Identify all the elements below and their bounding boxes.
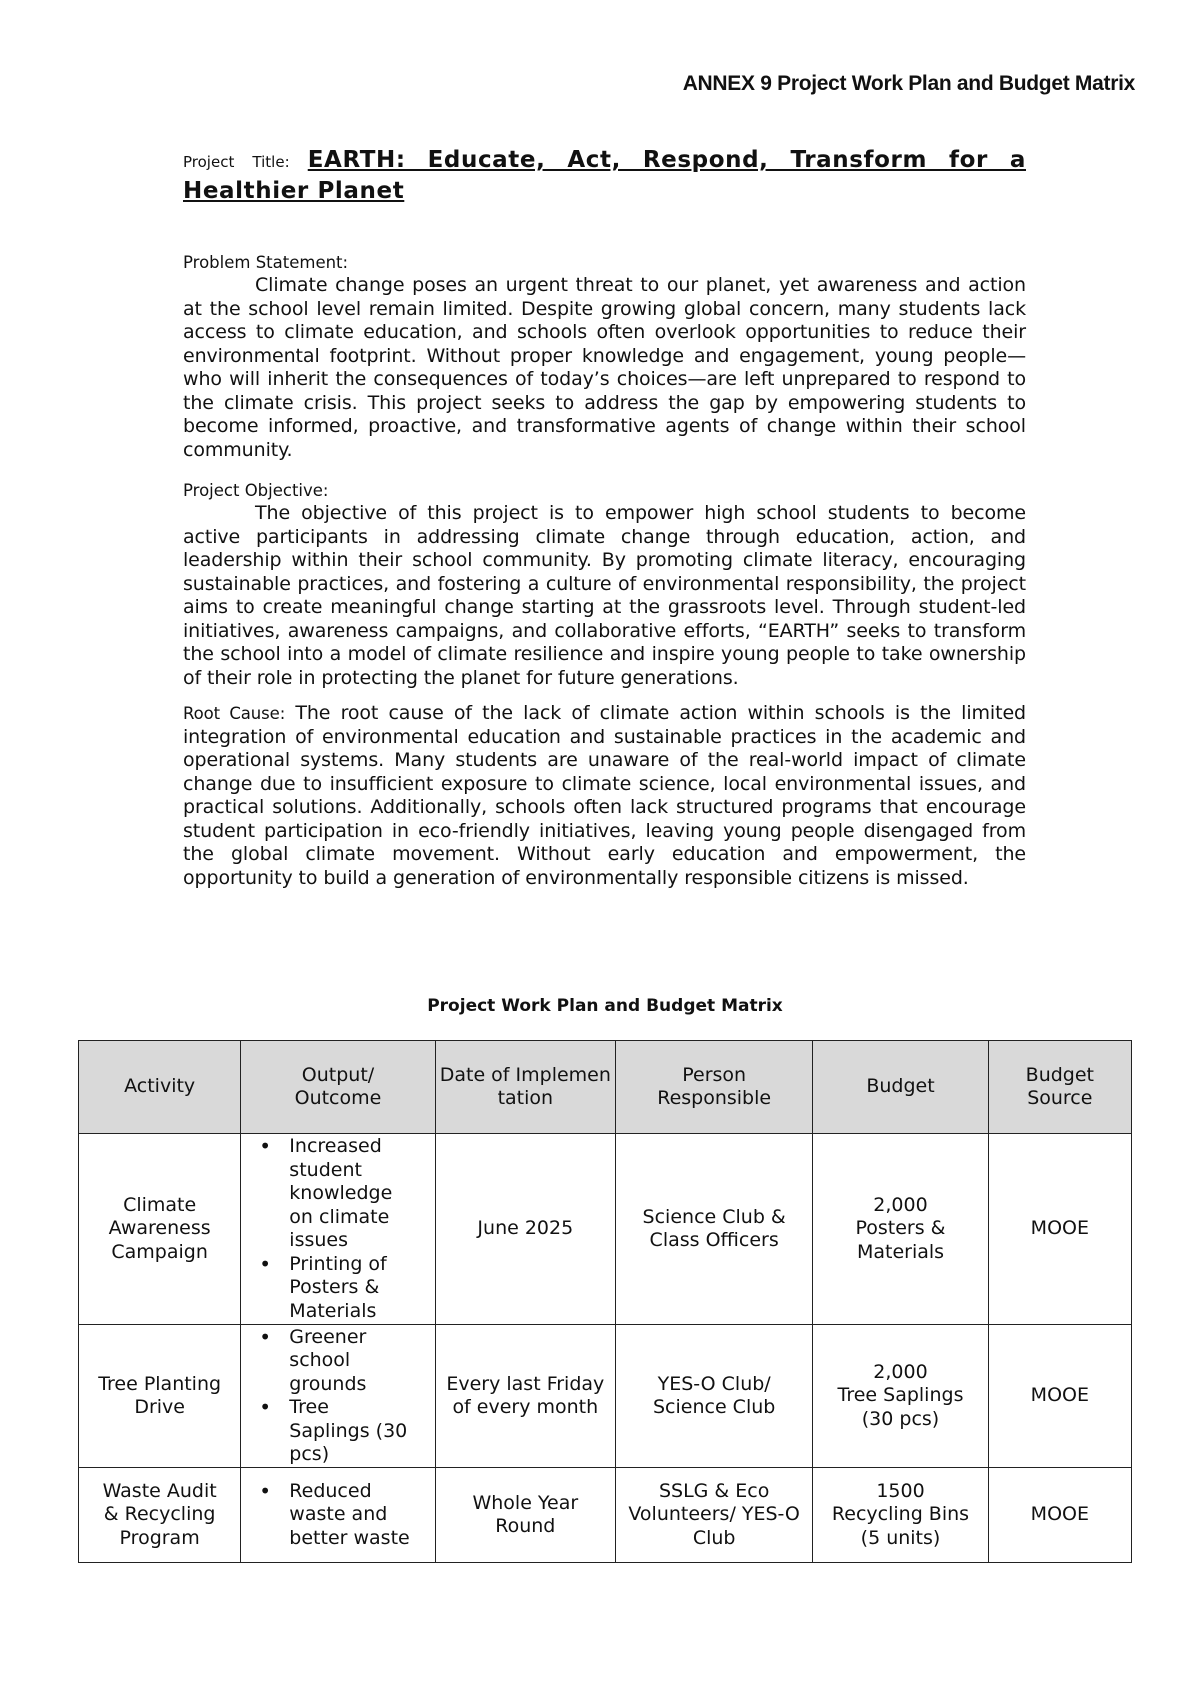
cell-output: [241, 1134, 435, 1325]
budget-amount: 2,000: [873, 1193, 928, 1216]
cell-source: MOOE: [988, 1325, 1131, 1468]
list-item: • Increased student knowledge on climate issues: [289, 1135, 399, 1253]
cell-output: [241, 1468, 435, 1563]
budget-amount: 1500: [876, 1479, 925, 1502]
list-item: • Greener school grounds: [289, 1326, 409, 1397]
budget-item: Recycling Bins (5 units): [831, 1503, 970, 1549]
col-person: Person Responsible: [615, 1041, 812, 1134]
root-cause-text: The root cause of the lack of climate action within schools is the limited integration of environmental education and sustainable practices in the academic and operational systems. Many students are unaware of the real-world impact of climate change due to insufficient exposure to climate science, local environmental issues, and practical solutions. Additionally, schools often lack structured programs that encourage student participation in eco-friendly initiatives, leaving young people disengaged from the global climate movement. Without early education and empowerment, the opportunity to build a generation of environmentally responsible citizens is missed.: [183, 702, 1026, 889]
project-title: EARTH: Educate, Act, Respond, Transform for a Healthier Planet: [183, 147, 1026, 204]
table-row: [79, 1325, 1132, 1468]
project-title-line: [183, 146, 1026, 208]
cell-activity: Tree Planting Drive: [79, 1325, 241, 1468]
cell-budget: [813, 1468, 988, 1563]
cell-date: June 2025: [435, 1134, 615, 1325]
col-date: Date of Implementation: [435, 1041, 615, 1134]
cell-person: SSLG & Eco Volunteers/ YES-O Club: [615, 1468, 812, 1563]
root-cause-label: Root Cause:: [183, 704, 286, 723]
cell-budget: [813, 1325, 988, 1468]
cell-source: MOOE: [988, 1134, 1131, 1325]
problem-text: Climate change poses an urgent threat to our planet, yet awareness and action at the school level remain limited. Despite growing global concern, many students lack access to climate education, and schools often overlook opportunities to reduce their environmental footprint. Without proper knowledge and engagement, young people—who will inherit the consequences of today’s choices—are left unprepared to respond to the climate crisis. This project seeks to address the gap by empowering students to become informed, proactive, and transformative agents of change within their school community.: [183, 274, 1026, 461]
cell-date: Whole Year Round: [435, 1468, 615, 1563]
cell-person: Science Club & Class Officers: [615, 1134, 812, 1325]
col-output: Output/ Outcome: [241, 1041, 435, 1134]
root-cause-paragraph: [183, 702, 1026, 890]
table-row: [79, 1134, 1132, 1325]
budget-amount: 2,000: [873, 1360, 928, 1383]
budget-matrix-table: [78, 1040, 1132, 1563]
list-item: • Reduced waste and better waste: [289, 1480, 419, 1551]
cell-source: MOOE: [988, 1468, 1131, 1563]
cell-output: [241, 1325, 435, 1468]
list-item: • Printing of Posters & Materials: [289, 1253, 399, 1324]
table-row: [79, 1468, 1132, 1563]
col-activity: Activity: [79, 1041, 241, 1134]
budget-item: Tree Saplings (30 pcs): [837, 1384, 964, 1430]
col-budget: Budget: [813, 1041, 988, 1134]
objective-text: The objective of this project is to empower high school students to become active participants in addressing climate change through education, action, and leadership within their school community. By promoting climate literacy, encouraging sustainable practices, and fostering a culture of environmental responsibility, the project aims to create meaningful change starting at the grassroots level. Through student-led initiatives, awareness campaigns, and collaborative efforts, “EARTH” seeks to transform the school into a model of climate resilience and inspire young people to take ownership of their role in protecting the planet for future generations.: [183, 502, 1026, 689]
document-body: [183, 146, 1026, 890]
col-source: Budget Source: [988, 1041, 1131, 1134]
annex-header: ANNEX 9 Project Work Plan and Budget Matrix: [682, 72, 1135, 95]
cell-person: YES-O Club/ Science Club: [615, 1325, 812, 1468]
cell-activity: Climate Awareness Campaign: [79, 1134, 241, 1325]
objective-label: Project Objective:: [183, 481, 329, 500]
list-item: • Tree Saplings (30 pcs): [289, 1396, 409, 1467]
budget-item: Posters & Materials: [855, 1217, 946, 1263]
cell-date: Every last Friday of every month: [435, 1325, 615, 1468]
cell-budget: [813, 1134, 988, 1325]
matrix-title: Project Work Plan and Budget Matrix: [427, 996, 783, 1016]
cell-activity: Waste Audit & Recycling Program: [79, 1468, 241, 1563]
table-header-row: [79, 1041, 1132, 1134]
problem-label: Problem Statement:: [183, 253, 349, 272]
project-title-label: Project Title:: [183, 153, 290, 171]
